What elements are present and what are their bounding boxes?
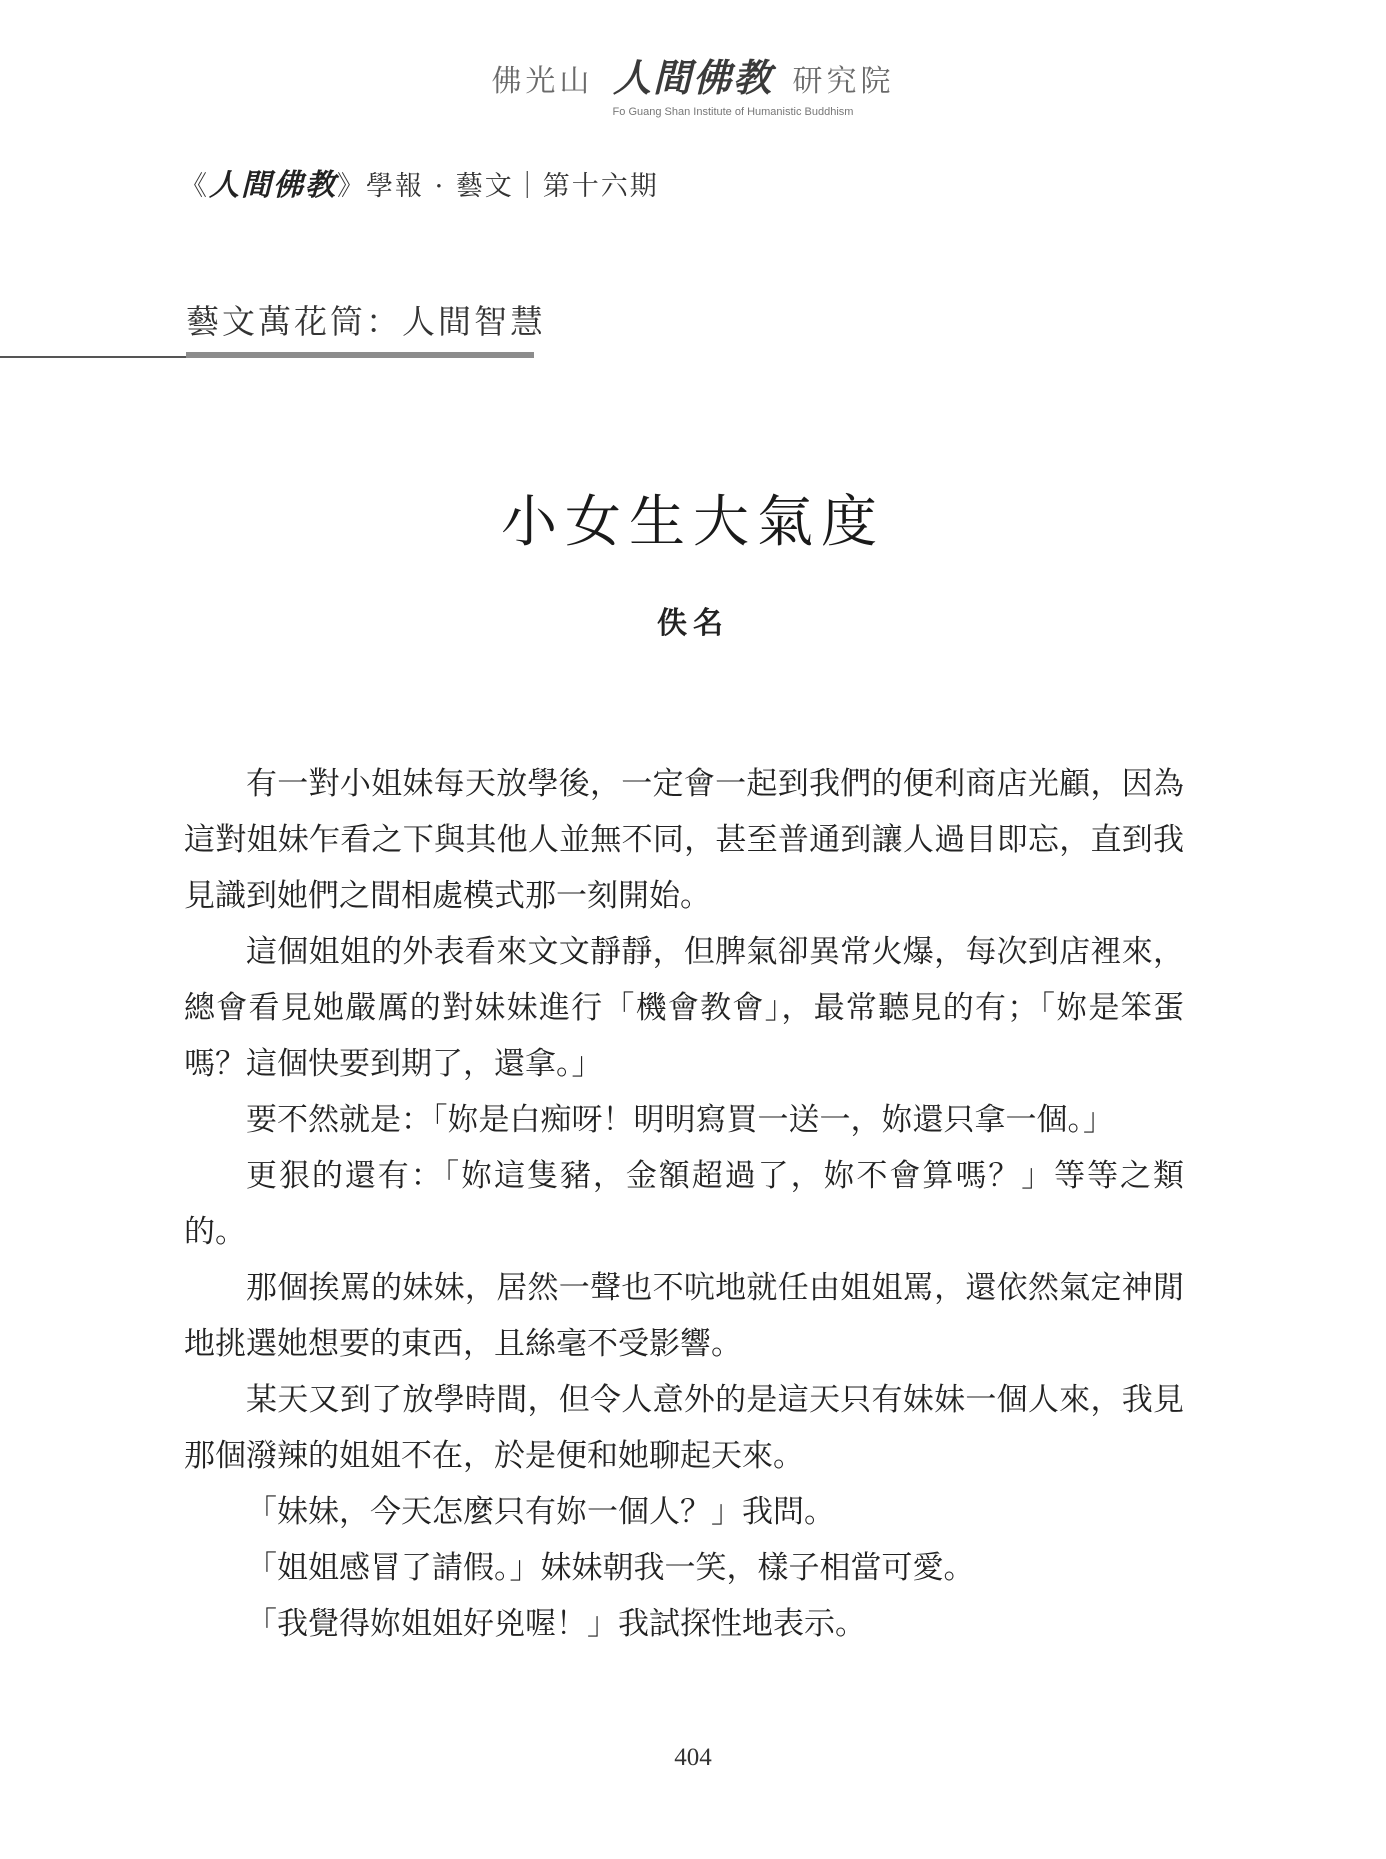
institute-header — [0, 58, 1386, 120]
paragraph: 那個挨罵的妹妹，居然一聲也不吭地就任由姐姐罵，還依然氣定神閒地挑選她想要的東西，且絲毫不受影響。 — [184, 1270, 1184, 1362]
institute-english-name: Fo Guang Shan Institute of Humanistic Buddhism — [612, 106, 854, 118]
institute-prefix: 佛光山 — [491, 64, 594, 99]
article-author: 佚名 — [657, 606, 729, 641]
paragraph: 「姐姐感冒了請假。」妹妹朝我一笑，樣子相當可愛。 — [246, 1550, 975, 1586]
institute-brush-logo: 人間佛教 — [612, 56, 773, 100]
paragraph: 更狠的還有：「妳這隻豬，金額超過了，妳不會算嗎？」等等之類的。 — [184, 1158, 1184, 1250]
paragraph: 有一對小姐妹每天放學後，一定會一起到我們的便利商店光顧，因為這對姐妹乍看之下與其他人並無不同，甚至普通到讓人過目即忘，直到我見識到她們之間相處模式那一刻開始。 — [184, 766, 1184, 914]
paragraph: 要不然就是：「妳是白痴呀！明明寫買一送一，妳還只拿一個。」 — [246, 1102, 1114, 1138]
page-number: 404 — [674, 1744, 712, 1771]
paragraph: 某天又到了放學時間，但令人意外的是這天只有妹妹一個人來，我見那個潑辣的姐姐不在，於是便和她聊起天來。 — [184, 1382, 1184, 1474]
article-title: 小女生大氣度 — [501, 490, 885, 555]
article-body — [184, 756, 1184, 1652]
journal-open-bracket: 《 — [180, 171, 209, 202]
paragraph: 這個姐姐的外表看來文文靜靜，但脾氣卻異常火爆，每次到店裡來，總會看見她嚴厲的對妹妹進行「機會教會」，最常聽見的有；「妳是笨蛋嗎？這個快要到期了，還拿。」 — [184, 934, 1184, 1082]
institute-name — [0, 58, 1386, 102]
paragraph: 「我覺得妳姐姐好兇喔！」我試探性地表示。 — [246, 1606, 866, 1642]
journal-issue-info: 學報 · 藝文｜第十六期 — [366, 171, 659, 202]
paragraph: 「妹妹，今天怎麼只有妳一個人？」我問。 — [246, 1494, 835, 1530]
section-title: 藝文萬花筒：人間智慧 — [186, 302, 546, 341]
journal-close-bracket: 》 — [337, 171, 366, 202]
section-underline-bar — [186, 352, 534, 358]
institute-suffix: 研究院 — [792, 64, 895, 99]
journal-brush-logo: 人間佛教 — [209, 168, 337, 203]
journal-running-head — [180, 160, 659, 204]
